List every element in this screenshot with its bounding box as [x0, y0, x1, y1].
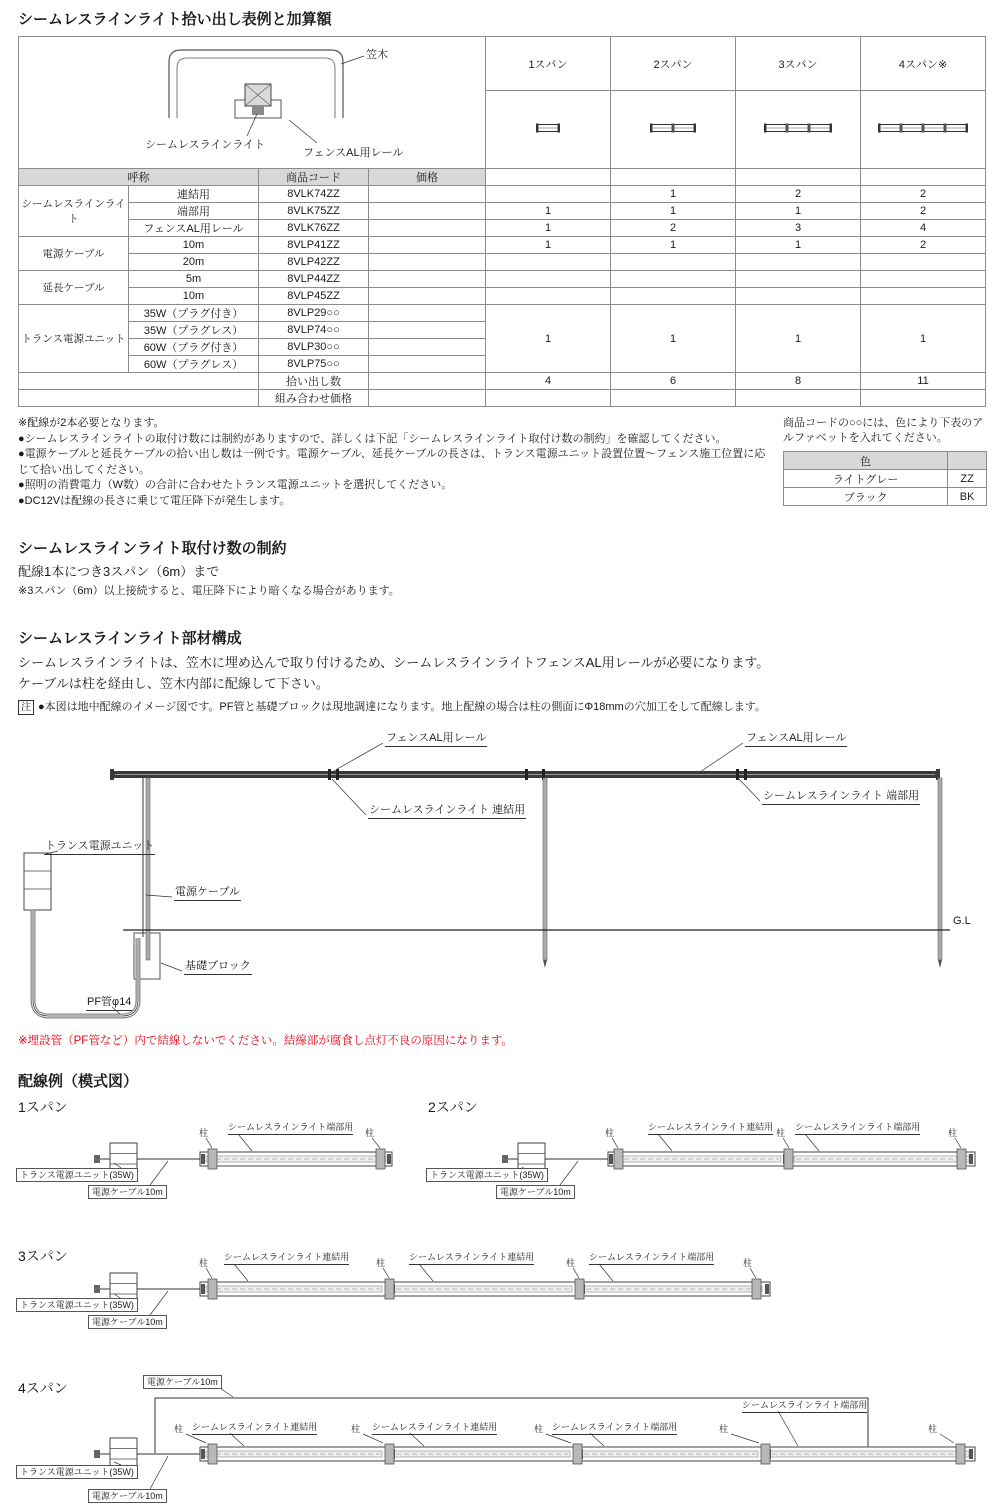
- qty-cell: 1: [736, 237, 861, 254]
- price-cell: [369, 186, 486, 203]
- qty-cell: [486, 271, 611, 288]
- qty-cell: [486, 254, 611, 271]
- qty-cell-merged: 1: [861, 305, 986, 373]
- renketsu-callout: シームレスラインライト連結用: [192, 1420, 317, 1435]
- pickup-table: [18, 36, 986, 407]
- kasagi-label: 笠木: [366, 48, 388, 61]
- post-label: 柱: [365, 1128, 375, 1138]
- post-label: 柱: [376, 1258, 386, 1268]
- span-icon-cell-1: [486, 91, 611, 169]
- color-name-cell: ブラック: [784, 488, 948, 506]
- light-bar-icon-1: [533, 120, 563, 136]
- span-header-1: 1スパン: [486, 37, 611, 91]
- col-header-code: 商品コード: [259, 169, 369, 186]
- cable-label-box: 電源ケーブル10m: [88, 1315, 167, 1329]
- note-line: ※配線が2本必要となります。: [18, 417, 165, 429]
- price-cell: [369, 203, 486, 220]
- page-title: シームレスラインライト拾い出し表例と加算額: [18, 11, 332, 28]
- empty-cell: [486, 169, 611, 186]
- transformer-callout: トランス電源ユニット: [44, 837, 155, 855]
- tanbu-callout: シームレスラインライト端部用: [552, 1420, 677, 1435]
- composition-diagram: [0, 725, 1000, 1035]
- item-cell: 10m: [129, 237, 259, 254]
- qty-cell: [611, 271, 736, 288]
- post-label: 柱: [605, 1128, 615, 1138]
- qty-cell: [861, 271, 986, 288]
- code-cell: 8VLK76ZZ: [259, 220, 369, 237]
- empty-cell: [736, 169, 861, 186]
- constraint-line2: ※3スパン（6m）以上接続すると、電圧降下により暗くなる場合があります。: [18, 585, 400, 597]
- post-label: 柱: [776, 1128, 786, 1138]
- span-icon-cell-3: [736, 91, 861, 169]
- wiring-schematics-svg: [0, 1095, 1000, 1510]
- renketsu-callout: シームレスラインライト連結用: [648, 1120, 773, 1135]
- empty-cell: [611, 169, 736, 186]
- tanbu-callout: シームレスラインライト端部用: [589, 1250, 714, 1265]
- code-cell: 8VLP75○○: [259, 356, 369, 373]
- light-bar-icon-2: [647, 120, 699, 136]
- power-cable-callout: 電源ケーブル: [174, 883, 241, 901]
- span-header-2: 2スパン: [611, 37, 736, 91]
- qty-cell: 1: [486, 237, 611, 254]
- tanbu-callout: シームレスラインライト端部用: [228, 1120, 353, 1135]
- composition-line1: シームレスラインライトは、笠木に埋め込んで取り付けるため、シームレスラインライトフェンスAL用レールが必要になります。: [18, 655, 770, 670]
- qty-cell: [736, 288, 861, 305]
- color-header-empty: [948, 452, 987, 470]
- renketsu-callout: シームレスラインライト 連結用: [368, 801, 526, 819]
- note-line: ●DC12Vは配線の長さに乗じて電圧降下が発生します。: [18, 494, 291, 507]
- qty-cell: 1: [486, 220, 611, 237]
- total-qty-cell: 4: [486, 373, 611, 390]
- transformer-label-box: トランス電源ユニット(35W): [426, 1168, 548, 1182]
- qty-cell: 2: [611, 220, 736, 237]
- code-cell: 8VLP30○○: [259, 339, 369, 356]
- qty-cell: [736, 254, 861, 271]
- ground-line-label: G.L: [953, 915, 971, 927]
- note-mark-box: 注: [18, 700, 34, 715]
- color-header-cell: 色: [784, 452, 948, 470]
- item-cell: 連結用: [129, 186, 259, 203]
- code-cell: 8VLP41ZZ: [259, 237, 369, 254]
- empty-cell: [861, 169, 986, 186]
- pf-pipe-callout: PF管φ14: [86, 993, 132, 1011]
- qty-cell: 2: [736, 186, 861, 203]
- total-qty-cell: 8: [736, 373, 861, 390]
- totals-label-cell: 拾い出し数: [259, 373, 369, 390]
- item-cell: 35W（プラグレス）: [129, 322, 259, 339]
- qty-cell: 4: [861, 220, 986, 237]
- qty-cell: [861, 390, 986, 407]
- qty-cell: 1: [736, 203, 861, 220]
- price-cell: [369, 356, 486, 373]
- item-cell: 20m: [129, 254, 259, 271]
- post-label: 柱: [719, 1424, 729, 1434]
- qty-cell: [861, 254, 986, 271]
- qty-cell: [861, 288, 986, 305]
- cable-label-box: 電源ケーブル10m: [88, 1489, 167, 1503]
- post-label: 柱: [928, 1424, 938, 1434]
- transformer-label-box: トランス電源ユニット(35W): [16, 1168, 138, 1182]
- qty-cell: [611, 390, 736, 407]
- qty-cell: 1: [486, 203, 611, 220]
- item-cell: 60W（プラグ付き）: [129, 339, 259, 356]
- panel-heading-2span: 2スパン: [428, 1099, 478, 1115]
- cable-label-box: 電源ケーブル10m: [88, 1185, 167, 1199]
- color-code-cell: BK: [948, 488, 987, 506]
- qty-cell: 2: [861, 237, 986, 254]
- rail-callout-1: フェンスAL用レール: [385, 729, 487, 747]
- color-note-text: 商品コードの○○には、色により下表のアルファベットを入れてください。: [783, 417, 984, 444]
- light-bar-icon-3: [761, 120, 835, 136]
- composition-line2: ケーブルは柱を経由し、笠木内部に配線して下さい。: [18, 676, 329, 691]
- renketsu-callout: シームレスラインライト連結用: [409, 1250, 534, 1265]
- span-header-4: 4スパン※: [861, 37, 986, 91]
- code-cell: 8VLP45ZZ: [259, 288, 369, 305]
- color-code-note: [783, 416, 987, 506]
- table-diagram-cell: [19, 37, 486, 169]
- category-cell: 電源ケーブル: [19, 237, 129, 271]
- empty-cell: [19, 373, 259, 390]
- code-cell: 8VLK74ZZ: [259, 186, 369, 203]
- price-cell: [369, 305, 486, 322]
- price-cell: [369, 271, 486, 288]
- post-label: 柱: [743, 1258, 753, 1268]
- tanbu-callout: シームレスラインライト 端部用: [762, 787, 920, 805]
- color-name-cell: ライトグレー: [784, 470, 948, 488]
- post-label: 柱: [199, 1258, 209, 1268]
- post-label: 柱: [948, 1128, 958, 1138]
- renketsu-callout: シームレスラインライト連結用: [224, 1250, 349, 1265]
- qty-cell: 1: [611, 203, 736, 220]
- col-header-name: 呼称: [19, 169, 259, 186]
- wiring-schematics: [0, 1095, 1000, 1510]
- constraint-heading: シームレスラインライト取付け数の制約: [18, 540, 287, 557]
- coping-section-diagram: [21, 38, 483, 168]
- code-cell: 8VLP74○○: [259, 322, 369, 339]
- item-cell: 5m: [129, 271, 259, 288]
- rail-label: フェンスAL用レール: [303, 146, 404, 159]
- qty-cell-merged: 1: [736, 305, 861, 373]
- transformer-label-box: トランス電源ユニット(35W): [16, 1465, 138, 1479]
- span-header-3: 3スパン: [736, 37, 861, 91]
- transformer-label-box: トランス電源ユニット(35W): [16, 1298, 138, 1312]
- note-line: ●電源ケーブルと延長ケーブルの拾い出し数は一例です。電源ケーブル、延長ケーブルの長さは、トランス電源ユニット設置位置～フェンス施工位置に応じて拾い出してください。: [18, 448, 766, 476]
- price-cell: [369, 373, 486, 390]
- price-cell: [369, 339, 486, 356]
- tanbu-callout: シームレスラインライト端部用: [795, 1120, 920, 1135]
- empty-cell: [19, 390, 259, 407]
- composition-paragraph: [18, 652, 988, 694]
- post-label: 柱: [351, 1424, 361, 1434]
- code-cell: 8VLP44ZZ: [259, 271, 369, 288]
- qty-cell-merged: 1: [486, 305, 611, 373]
- note-line: ●照明の消費電力（W数）の合計に合わせたトランス電源ユニットを選択してください。: [18, 479, 453, 491]
- post-label: 柱: [199, 1128, 209, 1138]
- total-qty-cell: 11: [861, 373, 986, 390]
- rail-callout-2: フェンスAL用レール: [745, 729, 847, 747]
- red-warning: ※埋設管（PF管など）内で結線しないでください。結線部が腐食し点灯不良の原因になります。: [18, 1035, 513, 1047]
- post-label: 柱: [534, 1424, 544, 1434]
- composition-note: [18, 700, 988, 715]
- qty-cell: 1: [611, 237, 736, 254]
- panel-heading-4span: 4スパン: [18, 1380, 68, 1396]
- post-label: 柱: [174, 1424, 184, 1434]
- composition-note-text: ●本図は地中配線のイメージ図です。PF管と基礎ブロックは現地調達になります。地上配線の場合は柱の側面にΦ18mmの穴加工をして配線します。: [38, 701, 766, 713]
- code-cell: 8VLP42ZZ: [259, 254, 369, 271]
- composition-diagram-svg: [0, 725, 1000, 1035]
- col-header-price: 価格: [369, 169, 486, 186]
- notes-list: [18, 416, 770, 509]
- price-cell: [369, 390, 486, 407]
- code-cell: 8VLK75ZZ: [259, 203, 369, 220]
- cable-label-box: 電源ケーブル10m: [496, 1185, 575, 1199]
- qty-cell: [486, 186, 611, 203]
- qty-cell: [486, 288, 611, 305]
- total-qty-cell: 6: [611, 373, 736, 390]
- tanbu-callout: シームレスラインライト端部用: [742, 1398, 867, 1413]
- code-cell: 8VLP29○○: [259, 305, 369, 322]
- item-cell: 60W（プラグレス）: [129, 356, 259, 373]
- price-cell: [369, 254, 486, 271]
- composition-heading: シームレスラインライト部材構成: [18, 630, 242, 647]
- price-cell: [369, 220, 486, 237]
- note-line: ●シームレスラインライトの取付け数には制約がありますので、詳しくは下記「シームレスラインライト取付け数の制約」を確認してください。: [18, 432, 727, 445]
- price-cell: [369, 237, 486, 254]
- constraint-line1: 配線1本につき3スパン（6m）まで: [18, 564, 220, 579]
- panel-heading-3span: 3スパン: [18, 1248, 68, 1264]
- qty-cell-merged: 1: [611, 305, 736, 373]
- qty-cell: 2: [861, 186, 986, 203]
- item-cell: 10m: [129, 288, 259, 305]
- item-cell: 35W（プラグ付き）: [129, 305, 259, 322]
- qty-cell: [486, 390, 611, 407]
- combo-label-cell: 組み合わせ価格: [259, 390, 369, 407]
- light-bar-icon-4: [875, 120, 971, 136]
- wiring-examples-heading: 配線例（模式図）: [18, 1073, 139, 1090]
- price-cell: [369, 322, 486, 339]
- top-cable-label-box: 電源ケーブル10m: [143, 1375, 222, 1389]
- color-code-cell: ZZ: [948, 470, 987, 488]
- post-label: 柱: [566, 1258, 576, 1268]
- span-icon-cell-4: [861, 91, 986, 169]
- qty-cell: [736, 271, 861, 288]
- category-cell: 延長ケーブル: [19, 271, 129, 305]
- light-label: シームレスラインライト: [145, 138, 266, 151]
- qty-cell: 3: [736, 220, 861, 237]
- panel-heading-1span: 1スパン: [18, 1099, 68, 1115]
- color-table: [783, 451, 987, 506]
- category-cell: シームレスラインライト: [19, 186, 129, 237]
- category-cell: トランス電源ユニット: [19, 305, 129, 373]
- qty-cell: [611, 288, 736, 305]
- item-cell: フェンスAL用レール: [129, 220, 259, 237]
- renketsu-callout: シームレスラインライト連結用: [372, 1420, 497, 1435]
- qty-cell: 2: [861, 203, 986, 220]
- qty-cell: [611, 254, 736, 271]
- qty-cell: 1: [611, 186, 736, 203]
- foundation-callout: 基礎ブロック: [184, 957, 252, 975]
- qty-cell: [736, 390, 861, 407]
- item-cell: 端部用: [129, 203, 259, 220]
- span-icon-cell-2: [611, 91, 736, 169]
- price-cell: [369, 288, 486, 305]
